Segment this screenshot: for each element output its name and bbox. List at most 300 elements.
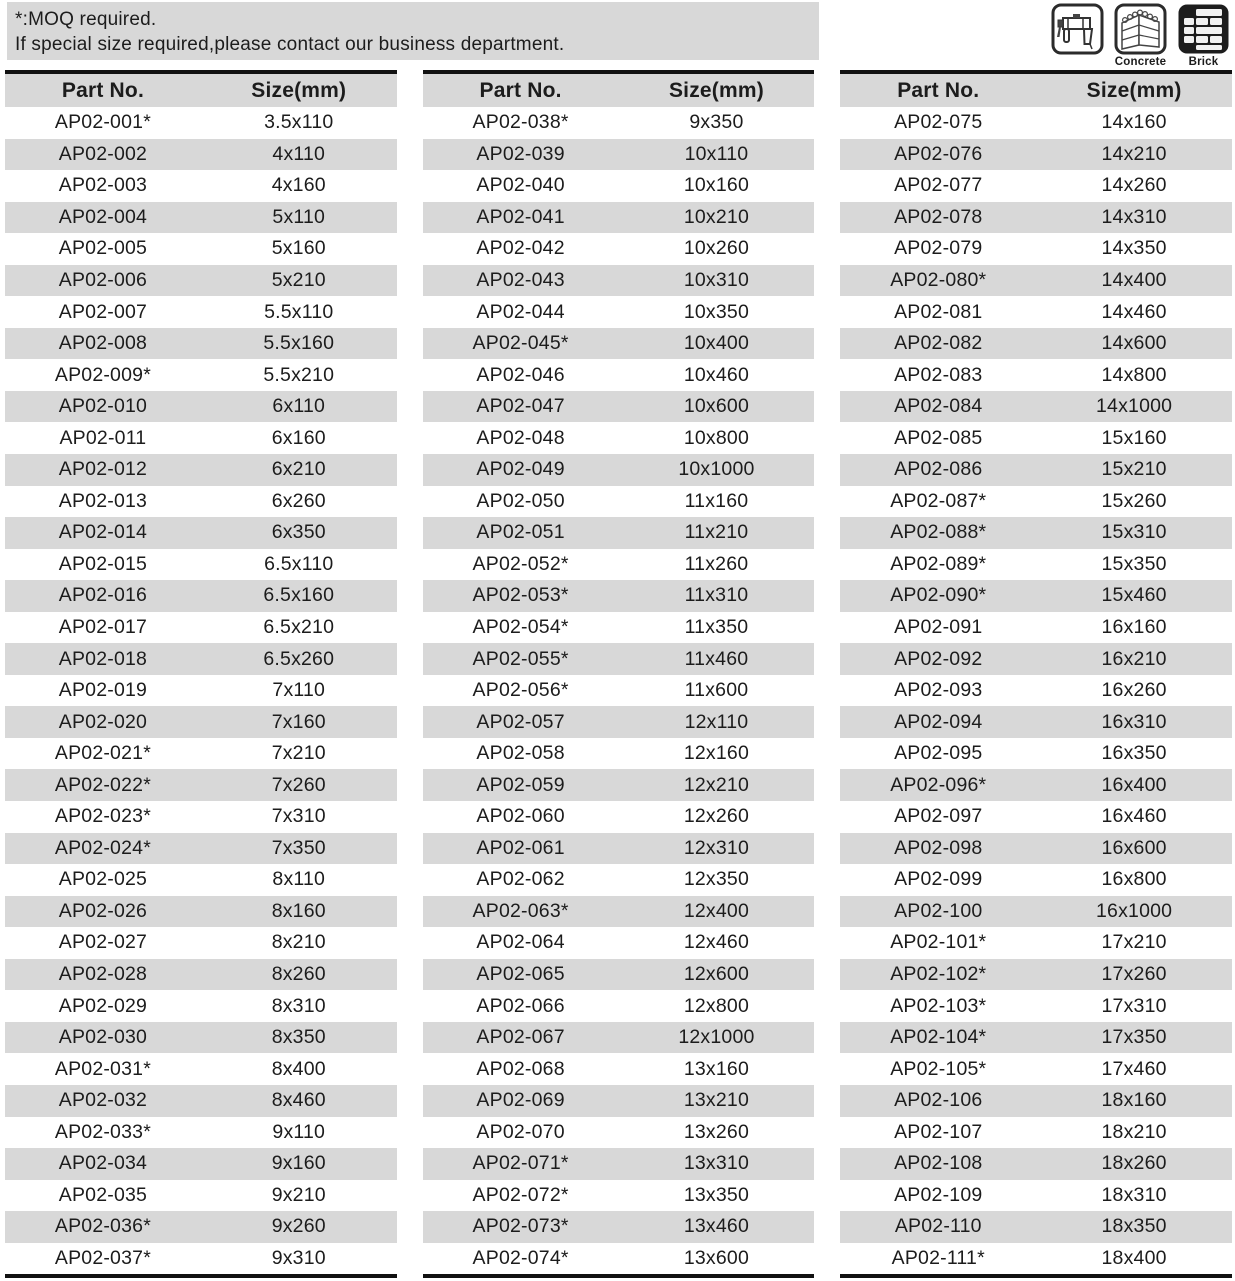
table-row xyxy=(840,265,1232,297)
size-cell: 18x350 xyxy=(1101,1215,1167,1238)
table-row xyxy=(5,927,397,959)
table-row xyxy=(5,580,397,612)
part-no-cell: AP02-056* xyxy=(472,679,569,702)
size-cell: 6.5x160 xyxy=(263,584,335,607)
table-row xyxy=(423,486,815,518)
size-cell: 15x160 xyxy=(1101,426,1167,449)
part-no-cell: AP02-065 xyxy=(476,963,565,986)
part-no-cell: AP02-057 xyxy=(476,710,565,733)
table-row xyxy=(5,959,397,991)
size-cell: 12x110 xyxy=(684,710,749,733)
size-cell: 12x310 xyxy=(683,836,750,859)
part-no-cell: AP02-071* xyxy=(472,1152,569,1175)
part-no-cell: AP02-010 xyxy=(58,395,148,418)
part-no-cell: AP02-093 xyxy=(894,679,983,702)
table-row xyxy=(5,769,397,801)
size-cell: 16x160 xyxy=(1101,616,1167,639)
part-no-cell: AP02-013 xyxy=(58,489,148,512)
part-no-cell: AP02-072* xyxy=(472,1183,569,1206)
part-no-cell: AP02-046 xyxy=(476,363,565,386)
size-cell: 10x350 xyxy=(683,300,750,323)
part-no-cell: AP02-011 xyxy=(59,426,147,449)
part-no-cell: AP02-085 xyxy=(894,426,983,449)
part-no-cell: AP02-095 xyxy=(894,742,983,765)
size-cell: 8x350 xyxy=(271,1026,326,1049)
size-cell: 16x350 xyxy=(1101,742,1167,765)
size-cell: 5.5x110 xyxy=(264,300,334,323)
part-no-cell: AP02-104* xyxy=(890,1026,987,1049)
moq-note xyxy=(7,2,819,60)
size-cell: 14x210 xyxy=(1101,142,1167,165)
parts-table-3 xyxy=(840,70,1232,1278)
part-no-cell: AP02-004 xyxy=(58,205,148,228)
part-no-cell: AP02-003 xyxy=(58,174,148,197)
part-no-cell: AP02-083 xyxy=(894,363,983,386)
table-row xyxy=(840,1053,1232,1085)
table-body xyxy=(5,107,397,1274)
part-no-cell: AP02-092 xyxy=(894,647,983,670)
part-no-cell: AP02-040 xyxy=(476,174,565,197)
table-row xyxy=(5,233,397,265)
size-cell: 14x800 xyxy=(1101,363,1167,386)
size-cell: 18x210 xyxy=(1101,1120,1167,1143)
size-cell: 10x160 xyxy=(683,174,750,197)
table-row xyxy=(840,959,1232,991)
size-cell: 3.5x110 xyxy=(264,111,334,134)
table-row xyxy=(423,738,815,770)
size-cell: 4x110 xyxy=(272,142,326,165)
table-row xyxy=(5,107,397,139)
size-cell: 17x310 xyxy=(1101,994,1167,1017)
size-cell: 11x600 xyxy=(684,679,749,702)
table-row xyxy=(840,612,1232,644)
table-body xyxy=(840,107,1232,1274)
size-cell: 8x310 xyxy=(271,994,326,1017)
table-row xyxy=(5,675,397,707)
table-row xyxy=(5,1180,397,1212)
table-row xyxy=(840,769,1232,801)
table-row xyxy=(423,1085,815,1117)
table-row xyxy=(5,422,397,454)
table-row xyxy=(840,1148,1232,1180)
size-cell: 5x160 xyxy=(271,237,326,260)
size-cell: 8x400 xyxy=(271,1057,326,1080)
size-cell: 8x460 xyxy=(271,1089,326,1112)
table-row xyxy=(5,612,397,644)
table-row xyxy=(5,549,397,581)
size-cell: 13x310 xyxy=(683,1152,750,1175)
size-cell: 6.5x210 xyxy=(263,616,335,639)
part-no-cell: AP02-082 xyxy=(894,332,983,355)
parts-table-1 xyxy=(5,70,397,1278)
part-no-cell: AP02-053* xyxy=(472,584,569,607)
table-row xyxy=(423,580,815,612)
size-cell: 11x350 xyxy=(684,616,749,639)
part-no-header: Part No. xyxy=(61,78,144,102)
size-cell: 11x160 xyxy=(684,489,749,512)
table-row xyxy=(5,517,397,549)
table-row xyxy=(423,927,815,959)
size-cell: 18x160 xyxy=(1101,1089,1167,1112)
part-no-cell: AP02-048 xyxy=(476,426,565,449)
size-cell: 14x600 xyxy=(1101,332,1167,355)
part-no-cell: AP02-025 xyxy=(58,868,148,891)
part-no-cell: AP02-006 xyxy=(58,269,148,291)
part-no-cell: AP02-058 xyxy=(476,742,565,765)
table-row xyxy=(423,1022,815,1054)
table-row xyxy=(423,233,815,265)
size-cell: 6x110 xyxy=(272,395,326,418)
size-cell: 18x400 xyxy=(1101,1246,1167,1269)
size-cell: 15x350 xyxy=(1101,552,1167,575)
part-no-cell: AP02-060 xyxy=(476,805,565,828)
size-cell: 9x110 xyxy=(272,1120,326,1143)
table-row xyxy=(423,1243,815,1275)
part-no-cell: AP02-073* xyxy=(472,1215,569,1238)
table-row xyxy=(840,1180,1232,1212)
part-no-cell: AP02-088* xyxy=(890,521,987,544)
size-cell: 16x260 xyxy=(1101,679,1167,702)
table-row xyxy=(5,391,397,423)
size-cell: 6x210 xyxy=(271,458,326,481)
table-row xyxy=(840,1211,1232,1243)
part-no-cell: AP02-055* xyxy=(472,647,569,670)
table-header-row xyxy=(5,74,397,107)
size-cell: 18x260 xyxy=(1101,1152,1167,1175)
size-cell: 6.5x110 xyxy=(264,552,334,575)
table-row xyxy=(5,738,397,770)
part-no-cell: AP02-109 xyxy=(894,1183,983,1206)
table-row xyxy=(423,422,815,454)
part-no-cell: AP02-031* xyxy=(54,1057,151,1080)
part-no-cell: AP02-007 xyxy=(58,300,148,323)
size-cell: 13x260 xyxy=(683,1120,750,1143)
part-no-cell: AP02-018 xyxy=(58,647,148,670)
size-cell: 12x160 xyxy=(683,742,750,765)
part-no-cell: AP02-044 xyxy=(476,300,565,323)
table-row xyxy=(5,990,397,1022)
size-cell: 15x210 xyxy=(1101,458,1167,481)
part-no-cell: AP02-067 xyxy=(476,1026,565,1049)
part-no-header: Part No. xyxy=(479,78,562,102)
concrete-icon xyxy=(1113,3,1168,55)
table-row xyxy=(423,517,815,549)
part-no-cell: AP02-084 xyxy=(894,395,983,418)
size-cell: 16x310 xyxy=(1101,710,1167,733)
size-cell: 5.5x210 xyxy=(263,363,335,386)
table-row xyxy=(840,864,1232,896)
part-no-cell: AP02-094 xyxy=(894,710,983,733)
size-cell: 12x260 xyxy=(683,805,750,828)
part-no-cell: AP02-041 xyxy=(476,205,565,228)
table-row xyxy=(423,1211,815,1243)
table-row xyxy=(5,1053,397,1085)
part-no-cell: AP02-105* xyxy=(890,1057,987,1080)
table-row xyxy=(840,1022,1232,1054)
size-cell: 11x310 xyxy=(684,584,749,607)
part-no-cell: AP02-017 xyxy=(58,616,148,639)
part-no-cell: AP02-063* xyxy=(472,899,569,922)
part-no-cell: AP02-008 xyxy=(58,332,148,355)
table-row xyxy=(423,769,815,801)
size-cell: 10x310 xyxy=(683,269,750,291)
part-no-cell: AP02-078 xyxy=(894,205,983,228)
part-no-cell: AP02-024* xyxy=(54,836,151,859)
table-row xyxy=(423,959,815,991)
size-cell: 14x260 xyxy=(1101,174,1167,197)
part-no-cell: AP02-068 xyxy=(476,1057,565,1080)
part-no-cell: AP02-091 xyxy=(894,616,983,639)
table-row xyxy=(5,706,397,738)
table-header-row xyxy=(423,74,815,107)
size-cell: 16x800 xyxy=(1101,868,1167,891)
size-header: Size(mm) xyxy=(668,78,764,102)
table-row xyxy=(840,139,1232,171)
table-row xyxy=(423,454,815,486)
part-no-cell: AP02-081 xyxy=(894,300,983,323)
table-row xyxy=(5,1211,397,1243)
part-no-cell: AP02-086 xyxy=(894,458,983,481)
size-cell: 14x460 xyxy=(1101,300,1167,323)
size-cell: 7x260 xyxy=(271,773,326,796)
table-row xyxy=(840,643,1232,675)
table-row xyxy=(5,1022,397,1054)
table-row xyxy=(840,1085,1232,1117)
size-cell: 5x210 xyxy=(271,269,326,291)
part-no-cell: AP02-032 xyxy=(58,1089,148,1112)
table-row xyxy=(5,328,397,360)
part-no-cell: AP02-030 xyxy=(58,1026,148,1049)
size-cell: 13x350 xyxy=(683,1183,750,1206)
size-cell: 12x400 xyxy=(683,899,750,922)
moq-note-line2: If special size required,please contact our business department. xyxy=(15,34,565,55)
table-row xyxy=(5,643,397,675)
part-no-cell: AP02-049 xyxy=(476,458,565,481)
part-no-cell: AP02-051 xyxy=(476,521,565,544)
part-no-cell: AP02-069 xyxy=(476,1089,565,1112)
table-row xyxy=(5,833,397,865)
size-cell: 8x260 xyxy=(271,963,326,986)
table-row xyxy=(840,896,1232,928)
part-no-cell: AP02-033* xyxy=(54,1120,151,1143)
size-cell: 13x210 xyxy=(683,1089,750,1112)
size-cell: 17x350 xyxy=(1101,1026,1167,1049)
table-row xyxy=(840,738,1232,770)
table-row xyxy=(840,359,1232,391)
table-row xyxy=(423,1117,815,1149)
part-no-cell: AP02-012 xyxy=(58,458,148,481)
part-no-cell: AP02-034 xyxy=(58,1152,148,1175)
table-row xyxy=(423,296,815,328)
size-cell: 15x460 xyxy=(1101,584,1167,607)
part-no-cell: AP02-021* xyxy=(54,742,151,765)
table-row xyxy=(423,1053,815,1085)
size-cell: 10x260 xyxy=(683,237,750,260)
brick-icon-wrap xyxy=(1176,3,1231,68)
table-row xyxy=(423,833,815,865)
size-cell: 12x350 xyxy=(683,868,750,891)
table-row xyxy=(423,675,815,707)
part-no-cell: AP02-099 xyxy=(894,868,983,891)
table-row xyxy=(423,202,815,234)
size-cell: 7x350 xyxy=(271,836,326,859)
size-cell: 12x800 xyxy=(683,994,750,1017)
part-no-cell: AP02-020 xyxy=(58,710,148,733)
table-row xyxy=(423,139,815,171)
part-no-cell: AP02-050 xyxy=(476,489,565,512)
part-no-cell: AP02-022* xyxy=(54,773,151,796)
application-icons xyxy=(1050,3,1231,68)
table-row xyxy=(5,1243,397,1275)
part-no-cell: AP02-062 xyxy=(476,868,565,891)
size-cell: 8x210 xyxy=(271,931,326,954)
size-cell: 10x1000 xyxy=(678,458,755,481)
part-no-cell: AP02-001* xyxy=(54,111,151,134)
part-no-cell: AP02-107 xyxy=(894,1120,983,1143)
size-cell: 16x600 xyxy=(1101,836,1167,859)
table-row xyxy=(840,391,1232,423)
part-no-cell: AP02-096* xyxy=(890,773,987,796)
size-cell: 6x350 xyxy=(271,521,326,544)
size-cell: 7x160 xyxy=(271,710,326,733)
size-cell: 6x160 xyxy=(271,426,326,449)
part-no-cell: AP02-066 xyxy=(476,994,565,1017)
table-row xyxy=(5,1148,397,1180)
size-cell: 13x600 xyxy=(683,1246,750,1269)
hammer-drill-icon-wrap xyxy=(1050,3,1105,68)
part-no-cell: AP02-036* xyxy=(54,1215,151,1238)
table-row xyxy=(423,265,815,297)
part-no-cell: AP02-052* xyxy=(472,552,569,575)
part-no-cell: AP02-038* xyxy=(472,111,569,134)
table-row xyxy=(840,706,1232,738)
part-no-cell: AP02-103* xyxy=(890,994,987,1017)
brick-icon xyxy=(1176,3,1231,55)
table-row xyxy=(840,486,1232,518)
size-header: Size(mm) xyxy=(251,78,347,102)
part-no-cell: AP02-023* xyxy=(54,805,151,828)
size-cell: 17x260 xyxy=(1101,963,1167,986)
part-no-cell: AP02-026 xyxy=(58,899,148,922)
size-cell: 12x210 xyxy=(683,773,750,796)
size-cell: 17x210 xyxy=(1101,931,1167,954)
part-no-cell: AP02-002 xyxy=(58,142,148,165)
part-no-cell: AP02-089* xyxy=(890,552,987,575)
size-cell: 15x260 xyxy=(1101,489,1167,512)
table-row xyxy=(5,359,397,391)
table-row xyxy=(423,391,815,423)
table-row xyxy=(840,296,1232,328)
size-cell: 13x160 xyxy=(683,1057,750,1080)
table-row xyxy=(840,107,1232,139)
part-no-cell: AP02-054* xyxy=(472,616,569,639)
size-cell: 16x460 xyxy=(1101,805,1167,828)
part-no-cell: AP02-080* xyxy=(890,269,987,291)
table-row xyxy=(840,1117,1232,1149)
size-cell: 14x310 xyxy=(1101,205,1167,228)
part-no-cell: AP02-101* xyxy=(890,931,987,954)
size-cell: 7x310 xyxy=(271,805,326,828)
part-no-cell: AP02-097 xyxy=(894,805,983,828)
size-cell: 10x600 xyxy=(683,395,750,418)
size-cell: 11x210 xyxy=(684,521,749,544)
part-no-header: Part No. xyxy=(897,78,980,102)
size-header: Size(mm) xyxy=(1086,78,1182,102)
table-row xyxy=(840,549,1232,581)
size-cell: 6x260 xyxy=(271,489,326,512)
part-no-cell: AP02-090* xyxy=(890,584,987,607)
size-cell: 14x400 xyxy=(1101,269,1167,291)
part-no-cell: AP02-045* xyxy=(472,332,569,355)
size-cell: 9x210 xyxy=(271,1183,326,1206)
table-row xyxy=(423,359,815,391)
size-cell: 12x460 xyxy=(683,931,750,954)
size-cell: 13x460 xyxy=(683,1215,750,1238)
part-no-cell: AP02-087* xyxy=(890,489,987,512)
part-no-cell: AP02-043 xyxy=(476,269,565,291)
size-cell: 10x400 xyxy=(683,332,750,355)
part-no-cell: AP02-009* xyxy=(54,363,151,386)
size-cell: 8x110 xyxy=(272,868,326,891)
part-no-cell: AP02-100 xyxy=(894,899,983,922)
table-row xyxy=(5,801,397,833)
part-no-cell: AP02-005 xyxy=(58,237,148,260)
size-cell: 14x350 xyxy=(1101,237,1167,260)
size-cell: 9x160 xyxy=(271,1152,326,1175)
table-row xyxy=(5,864,397,896)
size-cell: 15x310 xyxy=(1101,521,1167,544)
table-row xyxy=(840,675,1232,707)
size-cell: 5.5x160 xyxy=(263,332,335,355)
table-row xyxy=(423,1180,815,1212)
table-row xyxy=(840,422,1232,454)
table-row xyxy=(840,990,1232,1022)
size-cell: 8x160 xyxy=(271,899,326,922)
table-row xyxy=(840,328,1232,360)
table-row xyxy=(840,801,1232,833)
table-row xyxy=(840,517,1232,549)
part-no-cell: AP02-108 xyxy=(894,1152,983,1175)
table-row xyxy=(5,454,397,486)
part-no-cell: AP02-027 xyxy=(58,931,148,954)
brick-icon-label: Brick xyxy=(1188,56,1219,68)
table-row xyxy=(5,170,397,202)
table-row xyxy=(423,801,815,833)
concrete-icon-wrap xyxy=(1113,3,1168,68)
part-no-cell: AP02-028 xyxy=(58,963,148,986)
table-row xyxy=(840,233,1232,265)
table-row xyxy=(840,580,1232,612)
part-no-cell: AP02-014 xyxy=(58,521,148,544)
table-row xyxy=(423,612,815,644)
table-row xyxy=(840,202,1232,234)
size-cell: 9x260 xyxy=(271,1215,326,1238)
table-row xyxy=(423,864,815,896)
hammer-drill-icon xyxy=(1050,3,1105,55)
size-cell: 7x110 xyxy=(272,679,326,702)
part-no-cell: AP02-076 xyxy=(894,142,983,165)
moq-note-line1: *:MOQ required. xyxy=(15,9,157,30)
table-row xyxy=(423,1148,815,1180)
table-row xyxy=(5,202,397,234)
table-row xyxy=(5,896,397,928)
table-row xyxy=(5,1085,397,1117)
table-row xyxy=(840,454,1232,486)
part-no-cell: AP02-061 xyxy=(476,836,565,859)
table-row xyxy=(840,927,1232,959)
table-row xyxy=(423,706,815,738)
size-cell: 11x260 xyxy=(684,552,749,575)
